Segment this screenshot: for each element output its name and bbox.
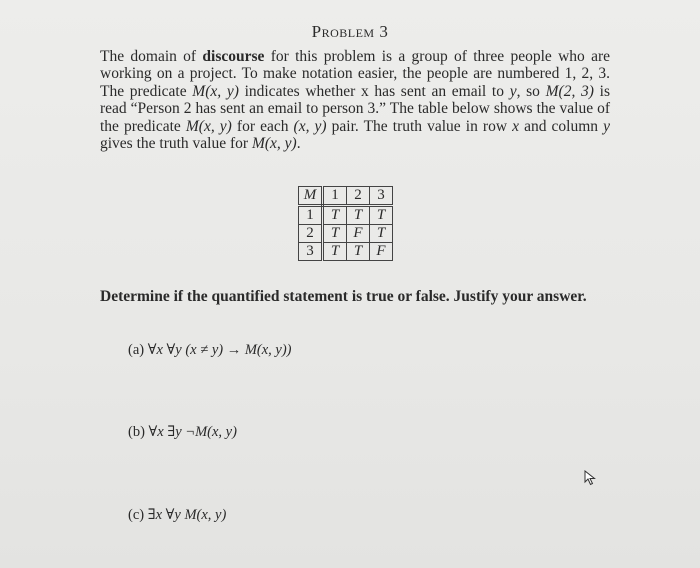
predicate-math: M(x, y) bbox=[251, 135, 297, 153]
row-header: 3 bbox=[299, 243, 323, 261]
item-label: (c) bbox=[128, 507, 145, 523]
variable-math: y bbox=[603, 117, 610, 135]
column-header: 2 bbox=[347, 187, 370, 206]
intro-text: for each bbox=[231, 117, 294, 135]
table-row bbox=[299, 243, 393, 261]
table-row bbox=[299, 206, 393, 225]
truth-table bbox=[298, 186, 393, 261]
table-row bbox=[299, 225, 393, 243]
statement-item-b bbox=[128, 424, 237, 441]
table-cell: T bbox=[370, 225, 393, 243]
statement-item-c bbox=[128, 507, 226, 524]
intro-text: , so bbox=[516, 82, 546, 100]
intro-text: for this problem is a group of three people who are working on a project. To make notation easier, the people are numbered 1, 2, 3. The predicate bbox=[100, 48, 610, 100]
intro-text: is read “Person 2 has sent an email to person 3.” The table below shows the value of the predicate bbox=[100, 82, 610, 135]
question-prompt: Determine if the quantified statement is true or false. Justify your answer. bbox=[100, 288, 587, 305]
table-header-row bbox=[299, 187, 393, 206]
item-statement: ∀x ∃y ¬M(x, y) bbox=[148, 424, 237, 440]
variable-math: y bbox=[509, 82, 517, 100]
item-statement: ∀x ∀y (x ≠ y) → M(x, y)) bbox=[147, 342, 292, 358]
statement-item-a bbox=[128, 342, 292, 359]
table-cell: F bbox=[347, 225, 370, 243]
column-header: 3 bbox=[370, 187, 393, 206]
table-cell: T bbox=[323, 225, 347, 243]
variable-math: x bbox=[512, 117, 519, 135]
intro-text: pair. The truth value in row bbox=[326, 117, 513, 135]
table-cell: T bbox=[347, 243, 370, 261]
row-header: 2 bbox=[299, 225, 323, 243]
pair-math: (x, y) bbox=[293, 117, 327, 135]
table-cell: F bbox=[370, 243, 393, 261]
item-label: (a) bbox=[128, 342, 145, 358]
table-corner-cell: M bbox=[299, 187, 323, 206]
column-header: 1 bbox=[323, 187, 347, 206]
predicate-math: M(2, 3) bbox=[545, 82, 594, 100]
intro-text: and column bbox=[518, 117, 604, 135]
problem-description bbox=[100, 48, 610, 152]
table-cell: T bbox=[370, 206, 393, 225]
problem-title: Problem 3 bbox=[311, 22, 389, 41]
row-header: 1 bbox=[299, 206, 323, 225]
table-cell: T bbox=[323, 243, 347, 261]
intro-text: . bbox=[296, 135, 301, 153]
intro-text: The domain of bbox=[100, 48, 203, 65]
item-label: (b) bbox=[128, 424, 145, 440]
table-cell: T bbox=[347, 206, 370, 225]
predicate-math: M(x, y) bbox=[185, 117, 232, 135]
intro-text: indicates whether x has sent an email to bbox=[238, 82, 510, 100]
item-statement: ∃x ∀y M(x, y) bbox=[147, 507, 227, 523]
table-cell: T bbox=[323, 206, 347, 225]
intro-text: gives the truth value for bbox=[100, 135, 252, 153]
intro-bold-word: discourse bbox=[202, 48, 265, 65]
mouse-pointer-icon bbox=[584, 470, 598, 486]
predicate-math: M(x, y) bbox=[192, 82, 239, 100]
